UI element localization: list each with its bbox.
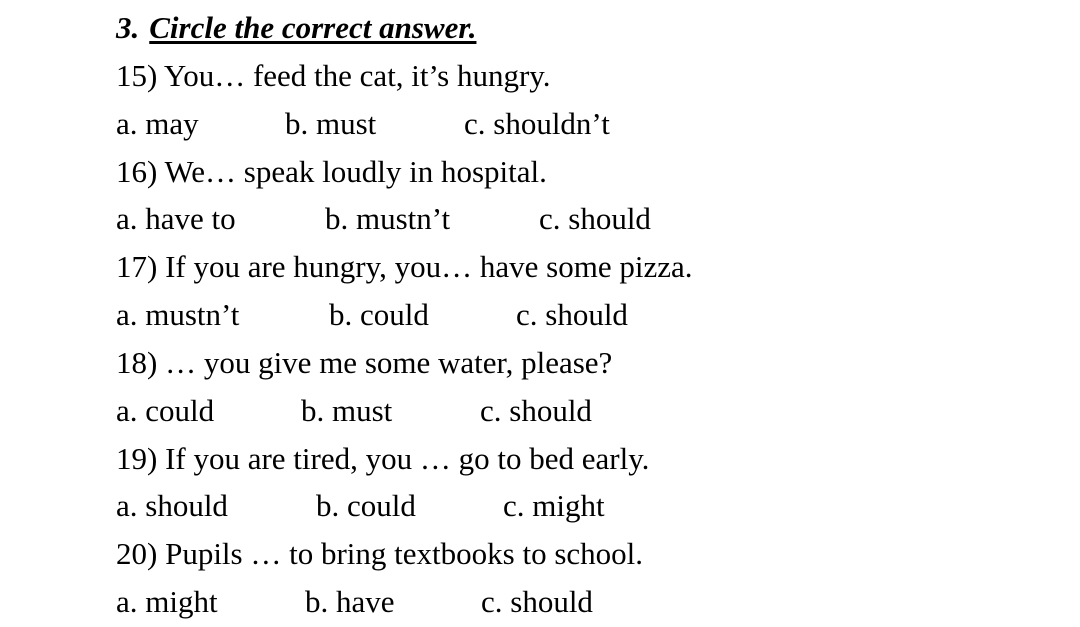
question-17-option-a[interactable]: a. mustn’t [116,297,240,332]
question-16-option-b[interactable]: b. mustn’t [325,201,451,236]
question-15-option-a[interactable]: a. may [116,106,199,141]
question-17-option-b[interactable]: b. could [329,297,429,332]
question-20-text: 20) Pupils … to bring textbooks to school. [116,536,643,571]
question-15-text: 15) You… feed the cat, it’s hungry. [116,58,551,93]
question-19-option-a[interactable]: a. should [116,488,228,523]
question-15-option-c[interactable]: c. shouldn’t [464,106,610,141]
question-19-text: 19) If you are tired, you … go to bed early. [116,441,650,476]
question-20-option-c[interactable]: c. should [481,584,593,619]
question-20-option-b[interactable]: b. have [305,584,395,619]
section-heading [116,8,476,48]
question-18-option-c[interactable]: c. should [480,393,592,428]
question-19-option-b[interactable]: b. could [316,488,416,523]
question-15-option-b[interactable]: b. must [285,106,377,141]
section-number: 3. [116,10,140,45]
question-18-option-a[interactable]: a. could [116,393,215,428]
section-title: Circle the correct answer. [149,10,477,45]
question-16-option-c[interactable]: c. should [539,201,651,236]
question-18-text: 18) … you give me some water, please? [116,345,613,380]
question-16-text: 16) We… speak loudly in hospital. [116,154,547,189]
question-18-option-b[interactable]: b. must [301,393,393,428]
question-17-option-c[interactable]: c. should [516,297,628,332]
question-16-option-a[interactable]: a. have to [116,201,236,236]
question-19-option-c[interactable]: c. might [503,488,605,523]
question-17-text: 17) If you are hungry, you… have some pizza. [116,249,693,284]
question-20-option-a[interactable]: a. might [116,584,218,619]
worksheet [116,0,1056,627]
